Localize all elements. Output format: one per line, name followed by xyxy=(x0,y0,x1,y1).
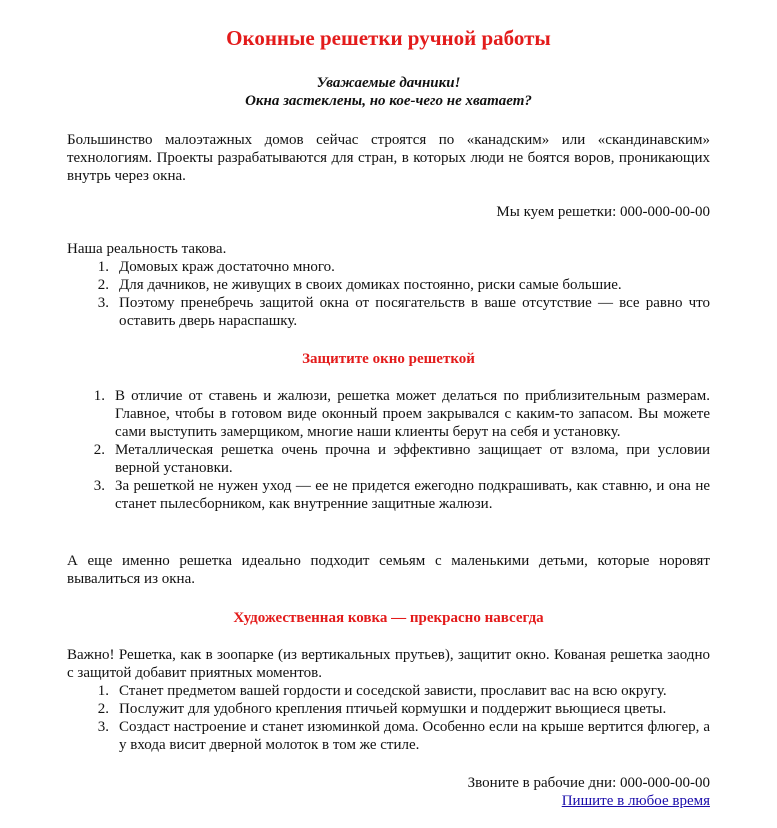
list-item-text: За решеткой не нужен уход — ее не придется ежегодно подкрашивать, как ставню, и она не станет пылесборником, как внутренние защитные жалюзи. xyxy=(115,478,710,512)
contact-link[interactable]: Пишите в любое время xyxy=(561,793,710,809)
list-item-text: Поэтому пренебречь защитой окна от посягательств в ваше отсутствие — все равно что оставить дверь нараспашку. xyxy=(119,295,710,329)
list-item xyxy=(97,276,710,294)
list-item xyxy=(93,387,710,441)
list-item-text: Создаст настроение и станет изюминкой дома. Особенно если на крыше вертится флюгер, а у входа висит дверной молоток в том же стиле. xyxy=(119,719,710,753)
footer-link-row xyxy=(67,792,710,810)
list-number: 2. xyxy=(97,277,109,293)
phone-line-1: Мы куем решетки: 000-000-00-00 xyxy=(496,204,710,220)
list-item xyxy=(97,258,710,276)
list-number: 1. xyxy=(97,259,109,275)
page-title: Оконные решетки ручной работы xyxy=(226,26,551,50)
list-number: 2. xyxy=(97,701,109,717)
greeting-line-2: Окна застеклены, но кое-чего не хватает? xyxy=(245,93,532,109)
list-number: 3. xyxy=(97,295,109,311)
list-number: 1. xyxy=(93,388,105,404)
reality-lead: Наша реальность такова. xyxy=(67,241,227,257)
list-item-text: Домовых краж достаточно много. xyxy=(119,259,335,275)
section-heading-protect: Защитите окно решеткой xyxy=(302,351,475,367)
list-number: 1. xyxy=(97,683,109,699)
list-item xyxy=(93,441,710,477)
list-item xyxy=(97,718,710,754)
greeting-line-1: Уважаемые дачники! xyxy=(316,75,461,91)
list-item xyxy=(97,682,710,700)
list-item-text: В отличие от ставень и жалюзи, решетка может делаться по приблизительным размерам. Главное, чтобы в готовом виде оконный проем закрывался с каким-то запасом. Вы можете сами выступить замерщиком, многие наши клиенты берут на себя и установку. xyxy=(115,388,710,440)
section-heading-forging: Художественная ковка — прекрасно навсегда xyxy=(233,610,544,626)
list-item xyxy=(93,477,710,513)
list-item-text: Станет предметом вашей гордости и соседской зависти, прославит вас на всю округу. xyxy=(119,683,667,699)
protect-list xyxy=(93,387,710,513)
list-number: 3. xyxy=(97,719,109,735)
list-item-text: Металлическая решетка очень прочна и эффективно защищает от взлома, при условии верной установки. xyxy=(115,442,710,476)
forging-list xyxy=(97,682,710,754)
children-note: А еще именно решетка идеально подходит семьям с маленькими детьми, которые норовят вывалиться из окна. xyxy=(67,553,710,587)
list-number: 2. xyxy=(93,442,105,458)
footer-phone-line: Звоните в рабочие дни: 000-000-00-00 xyxy=(467,775,710,791)
list-item xyxy=(97,700,710,718)
list-item-text: Послужит для удобного крепления птичьей кормушки и поддержит вьющиеся цветы. xyxy=(119,701,667,717)
intro-paragraph: Большинство малоэтажных домов сейчас строятся по «канадским» или «скандинавским» технологиям. Проекты разрабатываются для стран, в которых люди не боятся воров, проникающих внутрь через окна. xyxy=(67,132,710,184)
reality-list xyxy=(97,258,710,330)
list-item-text: Для дачников, не живущих в своих домиках постоянно, риски самые большие. xyxy=(119,277,622,293)
list-item xyxy=(97,294,710,330)
list-number: 3. xyxy=(93,478,105,494)
forging-lead: Важно! Решетка, как в зоопарке (из вертикальных прутьев), защитит окно. Кованая решетка заодно с защитой добавит приятных моментов. xyxy=(67,647,710,681)
